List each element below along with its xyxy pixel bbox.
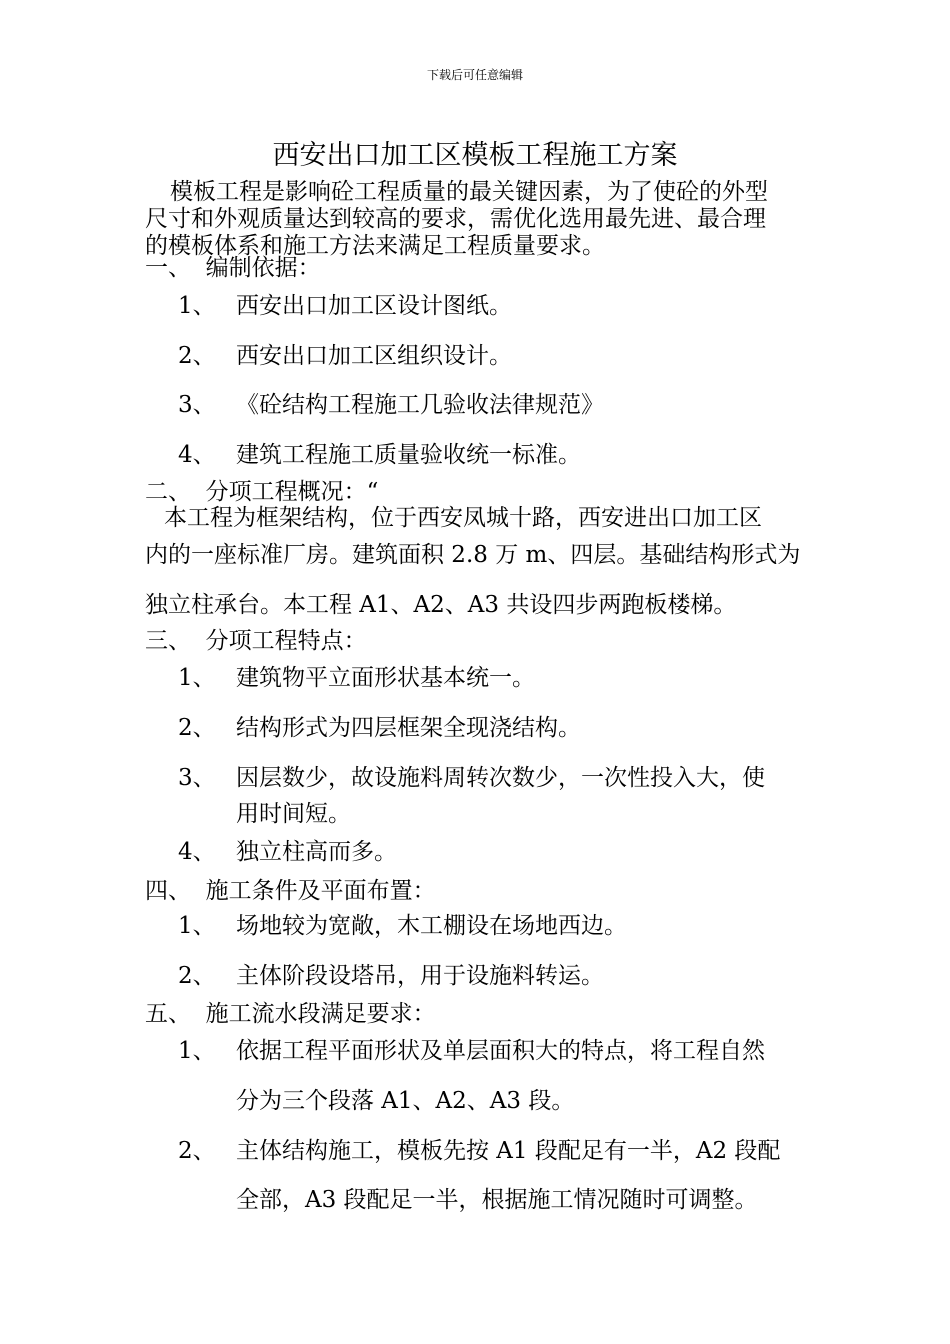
overview-line-3: 独立柱承台。本工程 A1、A2、A3 共设四步两跑板楼梯。 bbox=[145, 592, 737, 618]
section-4-heading bbox=[145, 872, 436, 905]
list-item-number: 4、 bbox=[178, 442, 216, 468]
list-item-number: 2、 bbox=[178, 963, 216, 989]
list-item-text: 因层数少，故设施料周转次数少，一次性投入大，使 bbox=[236, 765, 765, 791]
list-item-number: 4、 bbox=[178, 839, 216, 865]
list-item-number: 2、 bbox=[178, 715, 216, 741]
list-item-number: 2、 bbox=[178, 343, 216, 369]
list-item-number: 1、 bbox=[178, 1038, 216, 1064]
section-number: 二、 bbox=[145, 479, 191, 505]
section-title: 施工流水段满足要求： bbox=[205, 1001, 436, 1027]
section-number: 三、 bbox=[145, 628, 191, 654]
overview-line-1: 本工程为框架结构，位于西安凤城十路，西安进出口加工区 bbox=[164, 505, 762, 531]
section-1-heading bbox=[145, 249, 321, 282]
section-title: 编制依据： bbox=[205, 255, 321, 281]
list-item-text: 建筑物平立面形状基本统一。 bbox=[236, 665, 535, 691]
list-item-text: 主体结构施工，模板先按 A1 段配足有一半，A2 段配 bbox=[236, 1138, 781, 1164]
list-item-text-cont: 用时间短。 bbox=[236, 801, 351, 827]
list-item-number: 1、 bbox=[178, 293, 216, 319]
list-item-text: 结构形式为四层框架全现浇结构。 bbox=[236, 715, 581, 741]
intro-line-1: 模板工程是影响砼工程质量的最关键因素，为了使砼的外型 bbox=[170, 179, 768, 205]
list-item-text: 主体阶段设塔吊，用于设施料转运。 bbox=[236, 963, 604, 989]
section-title: 施工条件及平面布置： bbox=[205, 878, 436, 904]
document-title: 西安出口加工区模板工程施工方案 bbox=[272, 140, 678, 171]
list-item-number: 2、 bbox=[178, 1138, 216, 1164]
section-3-heading bbox=[145, 622, 367, 655]
list-item-text: 依据工程平面形状及单层面积大的特点，将工程自然 bbox=[236, 1038, 765, 1064]
list-item-text-cont: 分为三个段落 A1、A2、A3 段。 bbox=[236, 1088, 575, 1114]
section-number: 五、 bbox=[145, 1001, 191, 1027]
list-item-text: 场地较为宽敞，木工棚设在场地西边。 bbox=[236, 913, 627, 939]
page-header: 下载后可任意编辑 bbox=[426, 68, 523, 82]
list-item-text-cont: 全部，A3 段配足一半，根据施工情况随时可调整。 bbox=[236, 1187, 758, 1213]
list-item-number: 1、 bbox=[178, 665, 216, 691]
section-title: 分项工程概况：“ bbox=[205, 479, 379, 505]
list-item-number: 3、 bbox=[178, 392, 216, 418]
section-number: 一、 bbox=[145, 255, 191, 281]
list-item-text: 《砼结构工程施工几验收法律规范》 bbox=[236, 392, 604, 418]
section-5-heading bbox=[145, 995, 436, 1028]
list-item-number: 1、 bbox=[178, 913, 216, 939]
section-title: 分项工程特点： bbox=[205, 628, 367, 654]
intro-line-2: 尺寸和外观质量达到较高的要求，需优化选用最先进、最合理 bbox=[145, 206, 766, 232]
section-number: 四、 bbox=[145, 878, 191, 904]
intro-line-3: 的模板体系和施工方法来满足工程质量要求。 bbox=[145, 233, 605, 259]
list-item-text: 西安出口加工区组织设计。 bbox=[236, 343, 512, 369]
list-item-text: 独立柱高而多。 bbox=[236, 839, 397, 865]
overview-line-2: 内的一座标准厂房。建筑面积 2.8 万 m、四层。基础结构形式为 bbox=[145, 542, 801, 568]
list-item-text: 建筑工程施工质量验收统一标准。 bbox=[236, 442, 581, 468]
list-item-number: 3、 bbox=[178, 765, 216, 791]
list-item-text: 西安出口加工区设计图纸。 bbox=[236, 293, 512, 319]
